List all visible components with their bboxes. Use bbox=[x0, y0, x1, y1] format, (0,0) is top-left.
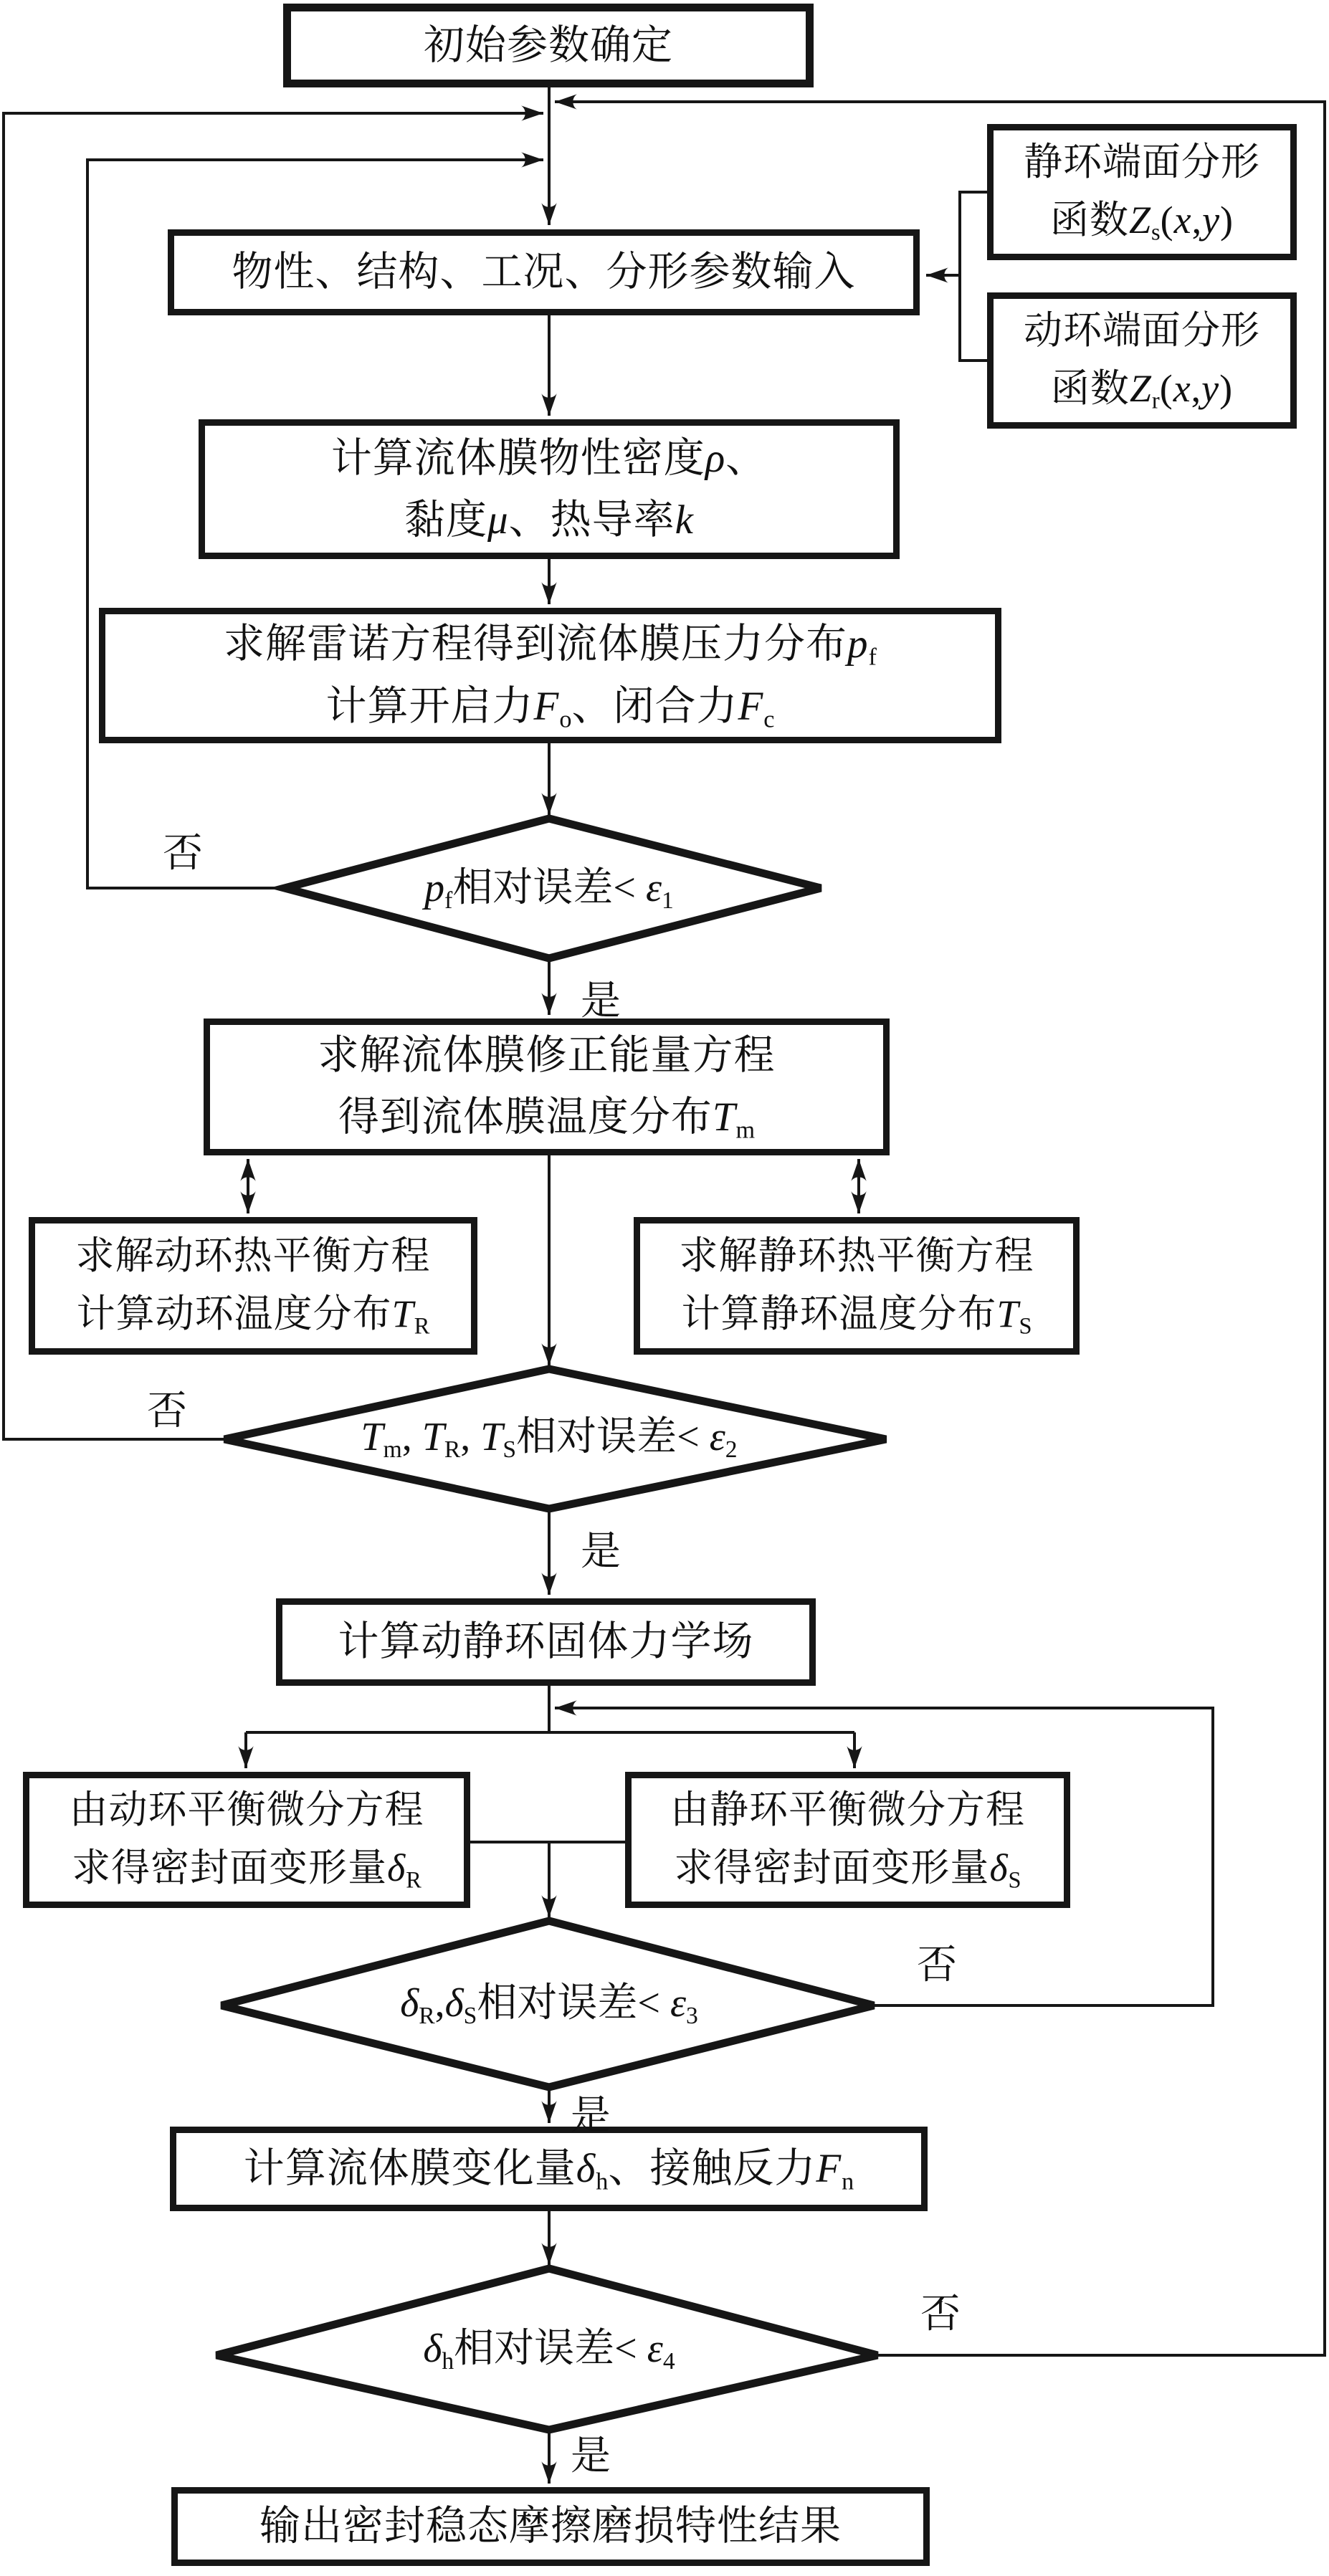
branch-no-label-dia3: 否 bbox=[917, 1943, 957, 1988]
diamond-deformation-error-label: δR,δS相对误差< ε3 bbox=[400, 1981, 698, 2030]
node-film-change-contact-force: 计算流体膜变化量δh、接触反力Fn bbox=[170, 2127, 928, 2211]
node-rotating-ring-deformation: 由动环平衡微分方程 求得密封面变形量δR bbox=[23, 1772, 470, 1908]
node-initial-parameters: 初始参数确定 bbox=[283, 4, 814, 87]
node-rotating-ring-heat-balance: 求解动环热平衡方程 计算动环温度分布TR bbox=[29, 1217, 477, 1355]
branch-yes-label-dia1: 是 bbox=[581, 979, 621, 1024]
diamond-pf-error-label: pf相对误差< ε1 bbox=[424, 866, 674, 915]
edge-fractal-bracket bbox=[960, 192, 987, 361]
branch-yes-label-dia3: 是 bbox=[571, 2094, 611, 2138]
node-static-ring-deformation: 由静环平衡微分方程 求得密封面变形量δS bbox=[625, 1772, 1070, 1908]
node-reynolds-equation: 求解雷诺方程得到流体膜压力分布pf 计算开启力Fo、闭合力Fc bbox=[99, 608, 1001, 743]
branch-yes-label-dia2: 是 bbox=[581, 1530, 621, 1574]
node-static-ring-fractal-function: 静环端面分形 函数Zs(x,y) bbox=[987, 124, 1297, 260]
branch-no-label-dia2: 否 bbox=[147, 1389, 187, 1434]
diamond-film-error-label: δh相对误差< ε4 bbox=[423, 2327, 675, 2375]
node-rotating-ring-fractal-function: 动环端面分形 函数Zr(x,y) bbox=[987, 292, 1297, 429]
branch-no-label-dia4: 否 bbox=[920, 2292, 961, 2337]
diamond-temperature-error-label: Tm, TR, TS相对误差< ε2 bbox=[361, 1415, 738, 1464]
branch-yes-label-dia4: 是 bbox=[571, 2434, 611, 2479]
node-parameter-input: 物性、结构、工况、分形参数输入 bbox=[168, 229, 920, 315]
node-solid-mechanics-field: 计算动静环固体力学场 bbox=[276, 1598, 816, 1686]
node-output-results: 输出密封稳态摩擦磨损特性结果 bbox=[171, 2487, 930, 2566]
node-static-ring-heat-balance: 求解静环热平衡方程 计算静环温度分布TS bbox=[634, 1217, 1080, 1355]
branch-no-label-dia1: 否 bbox=[163, 831, 203, 876]
node-energy-equation: 求解流体膜修正能量方程 得到流体膜温度分布Tm bbox=[204, 1019, 890, 1155]
node-fluid-film-properties: 计算流体膜物性密度ρ、 黏度μ、热导率k bbox=[199, 419, 900, 559]
